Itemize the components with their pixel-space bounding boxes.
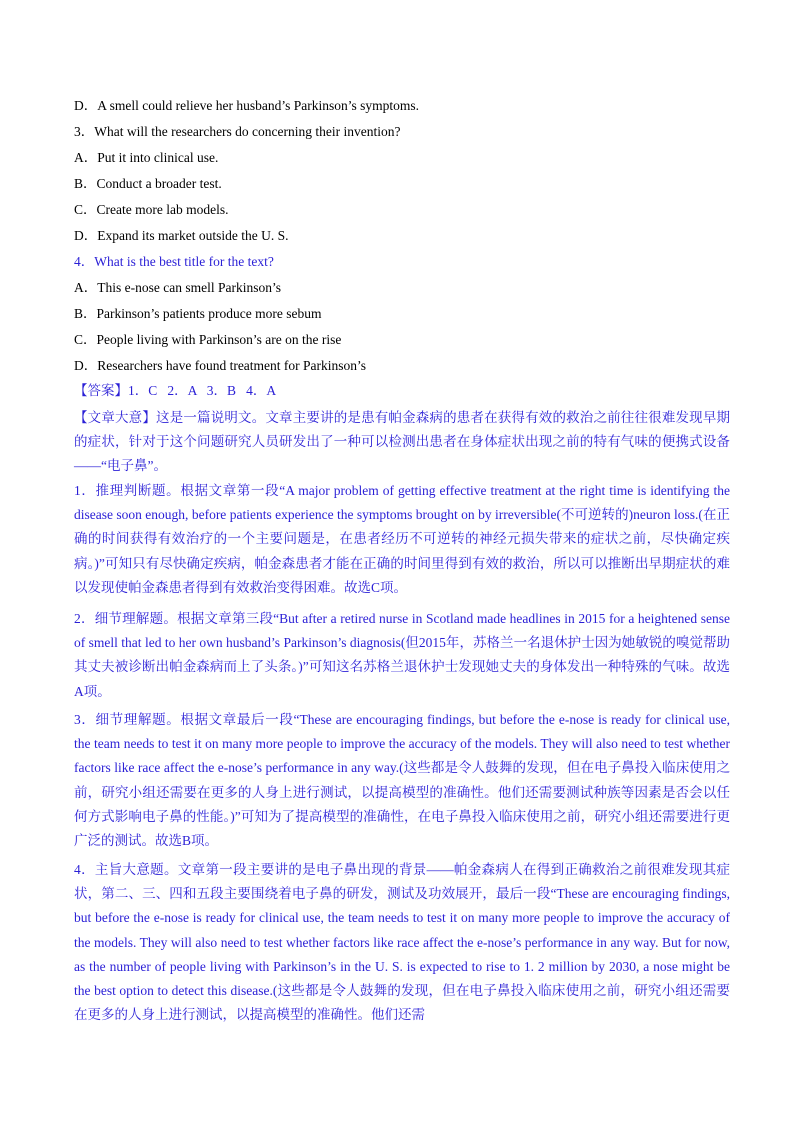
q2-option-d: D．A smell could relieve her husband’s Parkinson’s symptoms. <box>74 98 419 113</box>
q3-option-a: A．Put it into clinical use. <box>74 150 219 165</box>
q3-option-b: B．Conduct a broader test. <box>74 176 222 191</box>
explanation-2: 2．细节理解题。根据文章第三段“But after a retired nurse in Scotland made headlines in 2015 for a heightened sense of smell that led to her own husband’s Parkinson’s diagnosis(但2015年，苏格兰一名退休护士因为她敏锐的嗅觉帮助其丈夫被诊断出帕金森病而上了头条。)”可知这名苏格兰退休护士发现她丈夫的身体发出一种特殊的气味。故选A项。 <box>74 611 730 699</box>
q4-option-d: D．Researchers have found treatment for Parkinson’s <box>74 358 367 373</box>
summary-paragraph: 【文章大意】这是一篇说明文。文章主要讲的是患有帕金森病的患者在获得有效的救治之前往往很难发现早期的症状，针对于这个问题研究人员研发出了一种可以检测出患者在身体症状出现之前的特有气味的便携式设备——“电子鼻”。 <box>74 410 730 474</box>
q4-question: 4．What is the best title for the text? <box>74 254 274 269</box>
q3-question: 3．What will the researchers do concerning their invention? <box>74 124 401 139</box>
explanation-4: 4．主旨大意题。文章第一段主要讲的是电子鼻出现的背景——帕金森病人在得到正确救治之前很难发现其症状，第二、三、四和五段主要围绕着电子鼻的研发，测试及功效展开，最后一段“These are encouraging findings, but before the e-nose is ready for clinical use, the team needs to test it on many more people to improve the accuracy of the models. They will also need to test whether factors like race affect the e-nose’s performance in any way. But for now, as the number of people living with Parkinson’s in the U. S. is expected to rise to 1. 2 million by 2030, a nose might be the best option to detect this disease.(这些都是令人鼓舞的发现，但在电子鼻投入临床使用之前，研究小组还需要在更多的人身上进行测试，以提高模型的准确性。他们还需 <box>74 862 730 1023</box>
answer-key: 【答案】1．C 2．A 3．B 4．A <box>74 383 277 398</box>
q3-option-c: C．Create more lab models. <box>74 202 229 217</box>
q4-option-b: B．Parkinson’s patients produce more sebum <box>74 306 322 321</box>
q4-option-c: C．People living with Parkinson’s are on the rise <box>74 332 342 347</box>
explanation-3: 3．细节理解题。根据文章最后一段“These are encouraging findings, but before the e-nose is ready for clinical use, the team needs to test it on many more people to improve the accuracy of the models. They will also need to test whether factors like race affect the e-nose’s performance in any way.(这些都是令人鼓舞的发现，但在电子鼻投入临床使用之前，研究小组还需要在更多的人身上进行测试，以提高模型的准确性。他们还需要测试种族等因素是否会以任何方式影响电子鼻的性能。)”可知为了提高模型的准确性，在电子鼻投入临床使用之前，研究小组还需要进行更广泛的测试。故选B项。 <box>74 712 730 849</box>
q3-option-d: D．Expand its market outside the U. S. <box>74 228 289 243</box>
q4-option-a: A．This e-nose can smell Parkinson’s <box>74 280 281 295</box>
explanation-1: 1．推理判断题。根据文章第一段“A major problem of getting effective treatment at the right time is identifying the disease soon enough, before patients experience the symptoms brought on by irreversible(不可逆转的)neuron loss.(在正确的时间获得有效治疗的一个主要问题是，在患者经历不可逆转的神经元损失带来的症状之前，尽快确定疾病。)”可知只有尽快确定疾病，帕金森患者才能在正确的时间里得到有效的救治，所以可以推断出早期症状的难以发现使帕金森患者得到有效救治变得困难。故选C项。 <box>74 483 730 595</box>
